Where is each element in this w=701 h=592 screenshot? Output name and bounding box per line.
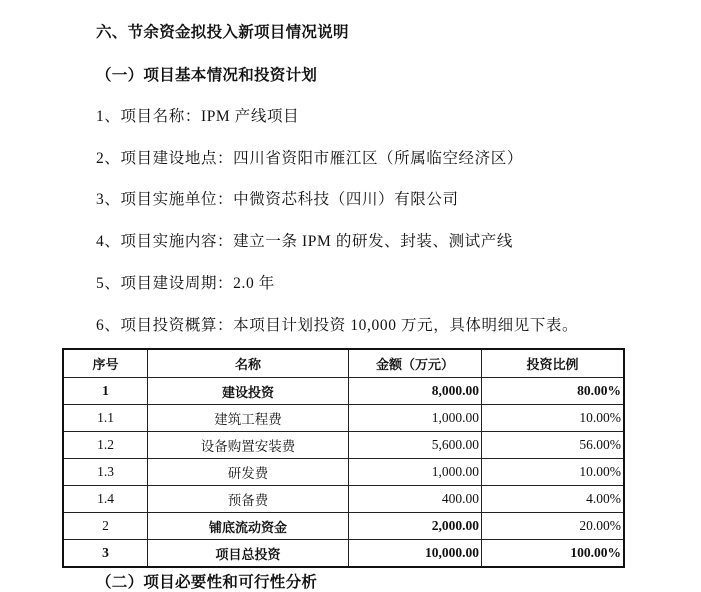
item-label: 2、项目建设地点： [96, 150, 234, 167]
cell-no: 3 [63, 540, 148, 568]
item-label: 3、项目实施单位： [96, 191, 234, 208]
item-investment-estimate [96, 313, 578, 335]
cell-ratio: 56.00% [482, 432, 625, 459]
cell-amount: 1,000.00 [349, 459, 482, 486]
item-label: 5、项目建设周期： [96, 275, 234, 292]
cell-amount: 2,000.00 [349, 513, 482, 540]
item-value: 四川省资阳市雁江区（所属临空经济区） [233, 150, 523, 167]
cell-no: 1.3 [63, 459, 148, 486]
cell-no: 1 [63, 378, 148, 405]
cell-ratio: 10.00% [482, 405, 625, 432]
section-title: 六、节余资金拟投入新项目情况说明 [96, 23, 349, 41]
cell-ratio: 4.00% [482, 486, 625, 513]
cell-name: 建筑工程费 [148, 405, 349, 432]
item-value: 本项目计划投资 10,000 万元，具体明细见下表。 [233, 317, 579, 334]
cell-name: 预备费 [148, 486, 349, 513]
item-value: 中微资芯科技（四川）有限公司 [233, 191, 459, 208]
table-header-row [63, 349, 624, 378]
cell-name: 铺底流动资金 [148, 513, 349, 540]
table-row [63, 405, 624, 432]
investment-table [62, 348, 625, 568]
table-row [63, 513, 624, 540]
header-amount: 金额（万元） [349, 349, 482, 378]
header-ratio: 投资比例 [482, 349, 625, 378]
cell-amount: 5,600.00 [349, 432, 482, 459]
item-label: 6、项目投资概算： [96, 317, 234, 334]
cell-amount: 400.00 [349, 486, 482, 513]
cell-amount: 10,000.00 [349, 540, 482, 568]
cell-ratio: 100.00% [482, 540, 625, 568]
cell-name: 研发费 [148, 459, 349, 486]
table-row [63, 486, 624, 513]
item-construction-period [96, 271, 275, 293]
item-implementing-unit [96, 187, 459, 209]
item-project-location [96, 146, 523, 168]
cell-ratio: 80.00% [482, 378, 625, 405]
cell-ratio: 10.00% [482, 459, 625, 486]
item-value: 建立一条 IPM 的研发、封装、测试产线 [233, 233, 513, 250]
section-subtitle: （一）项目基本情况和投资计划 [96, 66, 318, 84]
table-row [63, 540, 624, 568]
item-value: 2.0 年 [233, 275, 275, 292]
item-label: 4、项目实施内容： [96, 233, 234, 250]
cell-amount: 8,000.00 [349, 378, 482, 405]
cell-name: 建设投资 [148, 378, 349, 405]
table-row [63, 378, 624, 405]
table-row [63, 459, 624, 486]
item-project-name [96, 104, 299, 126]
next-section-heading: （二）项目必要性和可行性分析 [96, 573, 318, 591]
table-row [63, 432, 624, 459]
item-value: IPM 产线项目 [200, 108, 300, 125]
cell-name: 设备购置安装费 [148, 432, 349, 459]
cell-no: 1.1 [63, 405, 148, 432]
cell-no: 1.4 [63, 486, 148, 513]
header-no: 序号 [63, 349, 148, 378]
item-label: 1、项目名称： [96, 108, 201, 125]
item-implementation-content [96, 229, 513, 251]
cell-amount: 1,000.00 [349, 405, 482, 432]
cell-no: 1.2 [63, 432, 148, 459]
cell-name: 项目总投资 [148, 540, 349, 568]
header-name: 名称 [148, 349, 349, 378]
cell-ratio: 20.00% [482, 513, 625, 540]
cell-no: 2 [63, 513, 148, 540]
